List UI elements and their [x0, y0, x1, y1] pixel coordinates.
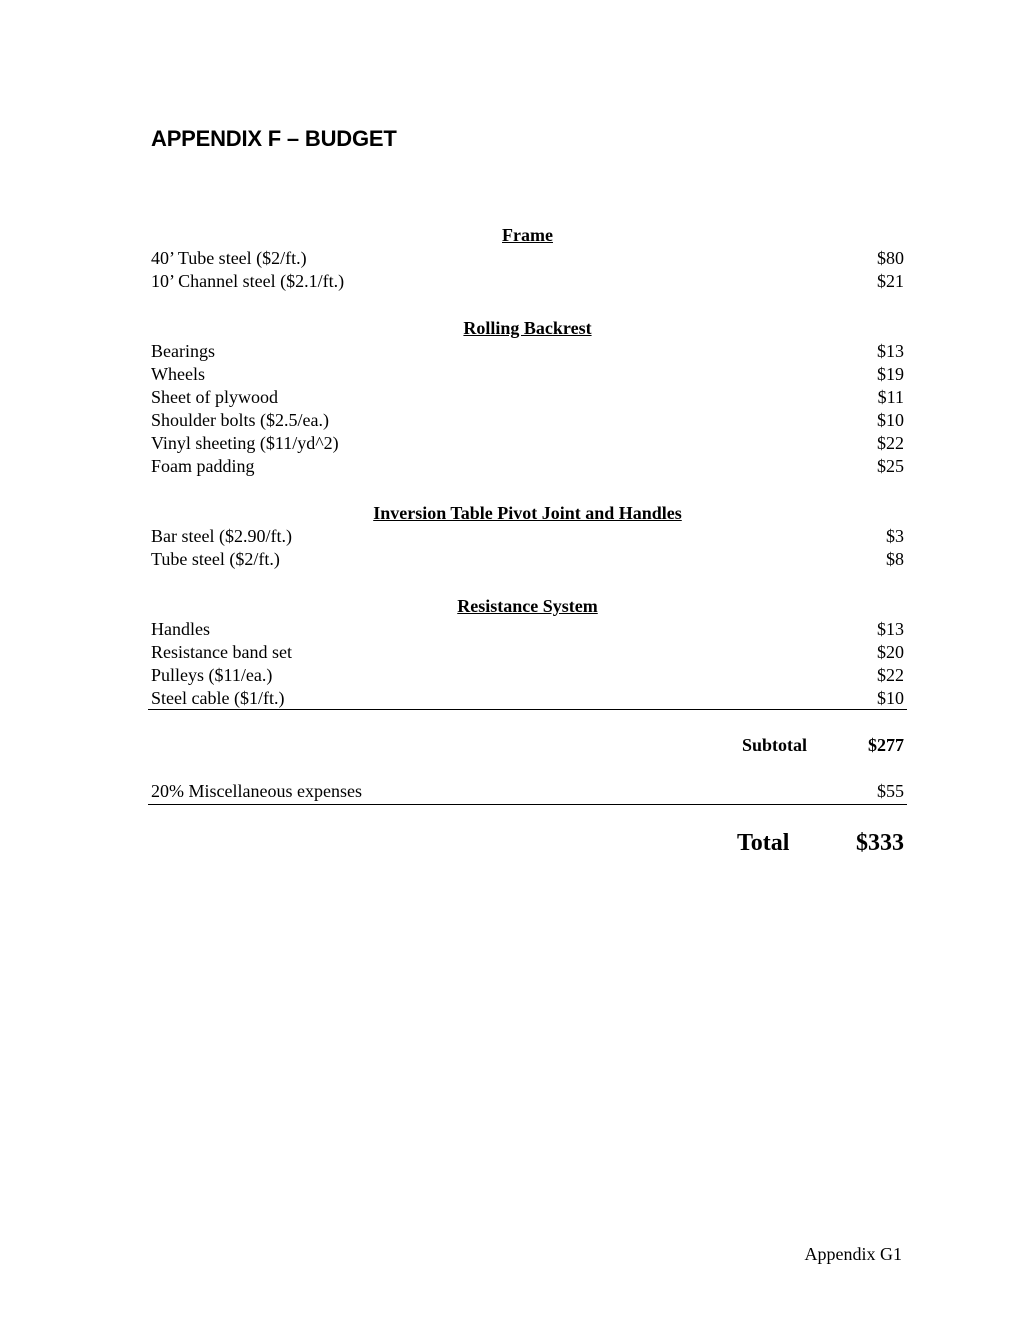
- item-label: Pulleys ($11/ea.): [151, 665, 273, 685]
- line-item: [151, 409, 904, 432]
- item-amount: $13: [877, 619, 904, 639]
- budget-table: [151, 224, 904, 710]
- page-title: APPENDIX F – BUDGET: [151, 126, 397, 151]
- item-amount: $10: [877, 688, 904, 708]
- line-item: [151, 386, 904, 409]
- item-amount: $3: [886, 526, 904, 546]
- subtotal-label: Subtotal: [742, 735, 808, 755]
- item-amount: $80: [877, 248, 904, 268]
- section-heading: Rolling Backrest: [463, 318, 592, 338]
- line-item: [151, 548, 904, 571]
- divider: [148, 804, 907, 805]
- line-item: [151, 525, 904, 548]
- section-heading: Resistance System: [457, 596, 598, 616]
- section-rolling-backrest: [151, 317, 904, 478]
- item-label: Resistance band set: [151, 642, 292, 662]
- item-amount: $8: [886, 549, 904, 569]
- item-label: Shoulder bolts ($2.5/ea.): [151, 410, 329, 430]
- line-item: [151, 363, 904, 386]
- item-amount: $22: [877, 665, 904, 685]
- line-item: [151, 664, 904, 687]
- line-item: [151, 432, 904, 455]
- item-amount: $25: [877, 456, 904, 476]
- line-item: [151, 270, 904, 293]
- section-pivot-joint-handles: [151, 502, 904, 571]
- line-item: [151, 247, 904, 270]
- misc-expenses-row: [151, 780, 904, 803]
- item-label: Handles: [151, 619, 210, 639]
- item-label: Wheels: [151, 364, 205, 384]
- total-label: Total: [737, 830, 790, 856]
- item-amount: $22: [877, 433, 904, 453]
- line-item: [151, 687, 904, 710]
- page-footer: Appendix G1: [804, 1244, 902, 1264]
- item-label: Bar steel ($2.90/ft.): [151, 526, 292, 546]
- section-resistance-system: [151, 595, 904, 710]
- item-label: 40’ Tube steel ($2/ft.): [151, 248, 307, 268]
- item-label: Steel cable ($1/ft.): [151, 688, 285, 708]
- divider: [148, 709, 907, 710]
- section-heading: Frame: [502, 225, 553, 245]
- item-label: 10’ Channel steel ($2.1/ft.): [151, 271, 345, 291]
- item-amount: $19: [877, 364, 904, 384]
- misc-label: 20% Miscellaneous expenses: [151, 781, 362, 801]
- item-label: Bearings: [151, 341, 215, 361]
- item-label: Sheet of plywood: [151, 387, 278, 407]
- line-item: [151, 340, 904, 363]
- item-amount: $10: [877, 410, 904, 430]
- line-item: [151, 641, 904, 664]
- total-amount: $333: [856, 830, 904, 856]
- misc-amount: $55: [877, 781, 904, 801]
- subtotal-amount: $277: [868, 735, 904, 755]
- item-label: Vinyl sheeting ($11/yd^2): [151, 433, 339, 453]
- item-amount: $21: [877, 271, 904, 291]
- item-label: Foam padding: [151, 456, 255, 476]
- item-amount: $20: [877, 642, 904, 662]
- item-amount: $13: [877, 341, 904, 361]
- item-amount: $11: [877, 387, 904, 407]
- line-item: [151, 618, 904, 641]
- section-frame: [151, 224, 904, 293]
- item-label: Tube steel ($2/ft.): [151, 549, 280, 569]
- section-heading: Inversion Table Pivot Joint and Handles: [373, 503, 682, 523]
- line-item: [151, 455, 904, 478]
